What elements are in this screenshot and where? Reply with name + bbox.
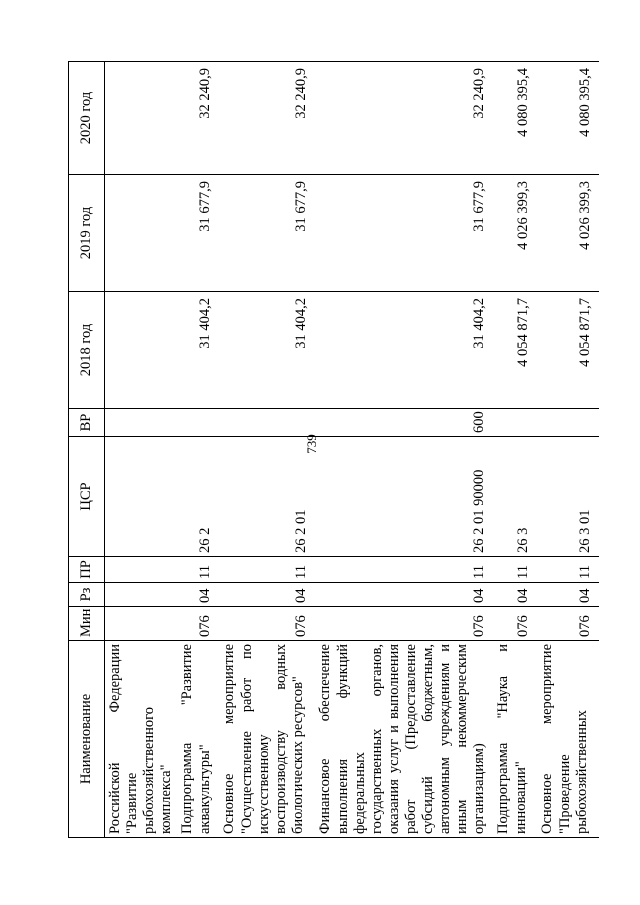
row-rz: 04 — [219, 583, 315, 607]
row-csr — [105, 437, 178, 557]
budget-table-container — [68, 62, 603, 838]
row-2019: 31 677,9 — [177, 175, 219, 292]
table-row — [315, 62, 493, 838]
row-2020: 32 240,9 — [219, 62, 315, 175]
row-vr — [493, 409, 537, 437]
row-vr: 600 — [315, 409, 493, 437]
row-rz: 04 — [493, 583, 537, 607]
row-2019: 4 026 399,3 — [537, 175, 599, 292]
header-pr: ПР — [69, 557, 105, 583]
row-csr: 26 2 01 — [219, 437, 315, 557]
row-min: 076 — [315, 607, 493, 641]
row-min: 076 — [537, 607, 599, 641]
row-pr: 11 — [537, 557, 599, 583]
row-pr: 11 — [493, 557, 537, 583]
row-name: Российской Федерации "Развитие рыбохозяйственного комплекса" — [105, 641, 178, 838]
row-name: Основное мероприятие "Осуществление работ по искусственному воспроизводству водных биологических ресурсов" — [219, 641, 315, 838]
row-min — [105, 607, 178, 641]
header-2020: 2020 год — [69, 62, 105, 175]
row-2020 — [105, 62, 178, 175]
row-2020: 4 080 395,4 — [493, 62, 537, 175]
row-csr: 26 2 01 90000 — [315, 437, 493, 557]
header-csr: ЦСР — [69, 437, 105, 557]
row-name: Основное мероприятие "Проведение рыбохозяйственных — [537, 641, 599, 838]
header-name: Наименование — [69, 641, 105, 838]
row-rz — [105, 583, 178, 607]
row-name: Финансовое обеспечение выполнения функций федеральных государственных органов, оказания услуг и выполнения работ (Предоставление субсидий бюджетным, автономным учреждениям и иным некоммерческим организациям) — [315, 641, 493, 838]
row-csr: 26 2 — [177, 437, 219, 557]
row-vr — [105, 409, 178, 437]
header-rz: Рз — [69, 583, 105, 607]
header-vr: ВР — [69, 409, 105, 437]
row-rz: 04 — [177, 583, 219, 607]
row-2018: 31 404,2 — [219, 292, 315, 409]
table-row — [177, 62, 219, 838]
page-number: 739 — [303, 434, 319, 454]
row-csr: 26 3 01 — [537, 437, 599, 557]
row-vr — [537, 409, 599, 437]
header-2018: 2018 год — [69, 292, 105, 409]
row-2020: 32 240,9 — [177, 62, 219, 175]
row-2018: 31 404,2 — [315, 292, 493, 409]
row-2019 — [105, 175, 178, 292]
header-min: Мин — [69, 607, 105, 641]
table-row — [219, 62, 315, 838]
header-2019: 2019 год — [69, 175, 105, 292]
row-pr: 11 — [315, 557, 493, 583]
row-pr — [105, 557, 178, 583]
row-vr — [219, 409, 315, 437]
row-2019: 31 677,9 — [315, 175, 493, 292]
row-rz: 04 — [315, 583, 493, 607]
row-name: Подпрограмма "Наука и инновации" — [493, 641, 537, 838]
row-2018: 31 404,2 — [177, 292, 219, 409]
row-2020: 32 240,9 — [315, 62, 493, 175]
row-vr — [177, 409, 219, 437]
row-name: Подпрограмма "Развитие аквакультуры" — [177, 641, 219, 838]
row-min: 076 — [177, 607, 219, 641]
row-2018: 4 054 871,7 — [493, 292, 537, 409]
table-header-row — [69, 62, 105, 838]
row-csr: 26 3 — [493, 437, 537, 557]
row-2020: 4 080 395,4 — [537, 62, 599, 175]
row-min: 076 — [219, 607, 315, 641]
table-row — [105, 62, 178, 838]
table-row — [537, 62, 599, 838]
row-pr: 11 — [219, 557, 315, 583]
row-2018: 4 054 871,7 — [537, 292, 599, 409]
row-2019: 4 026 399,3 — [493, 175, 537, 292]
row-pr: 11 — [177, 557, 219, 583]
budget-table — [68, 61, 599, 838]
row-min: 076 — [493, 607, 537, 641]
row-2019: 31 677,9 — [219, 175, 315, 292]
table-row — [493, 62, 537, 838]
row-rz: 04 — [537, 583, 599, 607]
row-2018 — [105, 292, 178, 409]
